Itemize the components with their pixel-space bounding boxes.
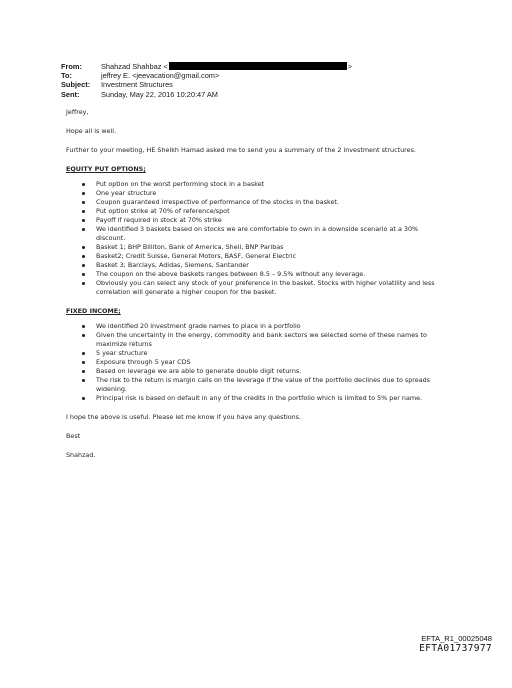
list-item: Obviously you can select any stock of your preference in the basket. Stocks with higher volatility and less correlation will generate a higher coupon for the basket. [66,279,456,297]
signoff: Best [66,432,81,440]
intro-paragraph: Further to your meeting, HE Sheikh Hamad asked me to send you a summary of the 2 investment structures. [66,146,416,154]
list-item: Given the uncertainty in the energy, commodity and bank sectors we selected some of these names to maximize returns [66,331,456,349]
sent-label: Sent: [61,89,80,99]
to-row [61,71,352,80]
list-item: The risk to the return is margin calls on the leverage if the value of the portfolio declines due to spreads widening. [66,376,456,394]
list-item: Principal risk is based on default in any of the credits in the portfolio which is limited to 5% per name. [66,394,456,403]
list-item: One year structure [66,189,456,198]
to-value: jeffrey E. <jeevacation@gmail.com> [101,71,220,81]
fixed-income-heading: FIXED INCOME; [66,307,121,315]
subject-value: Investment Structures [101,80,173,90]
bates-code-secondary: EFTA01737977 [419,643,492,654]
list-item: Basket 1; BHP Billiton, Bank of America, Shell, BNP Paribas [66,243,456,252]
equity-heading: EQUITY PUT OPTIONS; [66,165,146,173]
from-label: From: [61,62,82,71]
list-item: Coupon guaranteed irrespective of performance of the stocks in the basket. [66,198,456,207]
equity-list [66,180,456,297]
list-item: Basket 3; Barclays, Adidas, Siemens, Santander [66,261,456,270]
from-name: Shahzad Shahbaz < [101,62,168,71]
email-body [66,108,456,470]
hope-line: Hope all is well. [66,127,117,135]
from-value [101,62,352,71]
list-item: The coupon on the above baskets ranges between 8.5 – 9.5% without any leverage. [66,270,456,279]
bates-footer [419,634,492,654]
subject-row [61,80,352,89]
list-item: Exposure through 5 year CDS [66,358,456,367]
list-item: Put option strike at 70% of reference/spot [66,207,456,216]
from-row [61,62,352,71]
fixed-income-list [66,322,456,403]
signature: Shahzad. [66,451,96,459]
subject-label: Subject: [61,80,91,90]
list-item: Payoff if required in stock at 70% strike [66,216,456,225]
greeting: Jeffrey, [66,108,89,116]
list-item: Put option on the worst performing stock in a basket [66,180,456,189]
email-header [61,62,352,99]
bates-code-primary: EFTA_R1_00025048 [421,634,492,643]
list-item: We identified 3 baskets based on stocks we are comfortable to own in a downside scenario at a 30% discount. [66,225,456,243]
redaction-bar [169,62,347,70]
sent-row [61,90,352,99]
from-suffix: > [347,62,353,71]
list-item: We identified 20 investment grade names to place in a portfolio [66,322,456,331]
list-item: Basket2; Credit Suisse, General Motors, BASF, General Electric [66,252,456,261]
to-label: To: [61,71,72,81]
list-item: 5 year structure [66,349,456,358]
closing-paragraph: I hope the above is useful. Please let me know if you have any questions. [66,413,302,421]
list-item: Based on leverage we are able to generate double digit returns. [66,367,456,376]
sent-value: Sunday, May 22, 2016 10:20:47 AM [101,89,218,99]
